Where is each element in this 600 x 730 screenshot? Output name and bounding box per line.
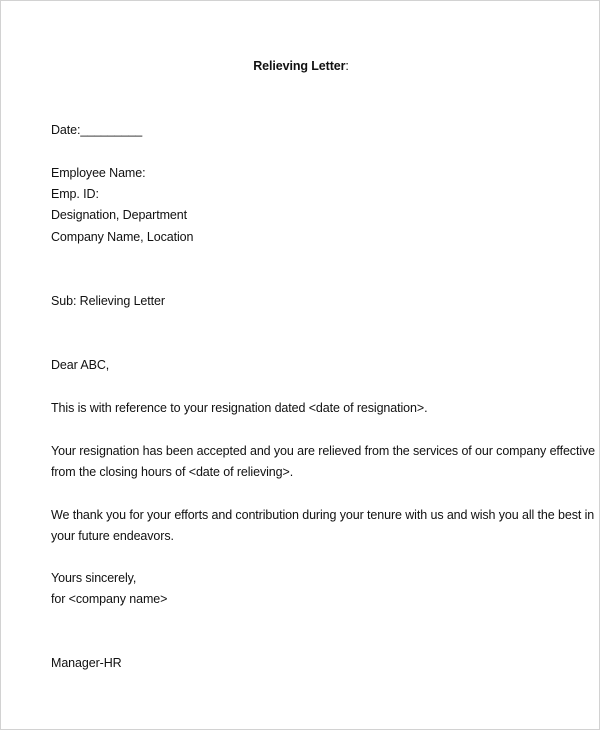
letter-title: [1, 59, 600, 73]
subject-line: Sub: Relieving Letter: [51, 294, 165, 308]
paragraph-3-line-2: your future endeavors.: [51, 529, 174, 543]
letter-title-text: Relieving Letter: [253, 59, 346, 73]
letter-title-colon: :: [345, 59, 349, 73]
for-company-line: for <company name>: [51, 592, 168, 606]
paragraph-1: This is with reference to your resignation dated <date of resignation>.: [51, 401, 428, 415]
salutation: Dear ABC,: [51, 358, 110, 372]
closing-line: Yours sincerely,: [51, 571, 137, 585]
company-line: Company Name, Location: [51, 230, 194, 244]
paragraph-2-line-1: Your resignation has been accepted and you are relieved from the services of our company effective: [51, 444, 596, 458]
employee-name-line: Employee Name:: [51, 166, 146, 180]
date-line: Date:_________: [51, 123, 143, 137]
emp-id-line: Emp. ID:: [51, 187, 99, 201]
paragraph-3-line-1: We thank you for your efforts and contribution during your tenure with us and wish you all the best in: [51, 508, 595, 522]
designation-line: Designation, Department: [51, 208, 187, 222]
paragraph-2-line-2: from the closing hours of <date of relieving>.: [51, 465, 294, 479]
signatory-line: Manager-HR: [51, 656, 122, 670]
